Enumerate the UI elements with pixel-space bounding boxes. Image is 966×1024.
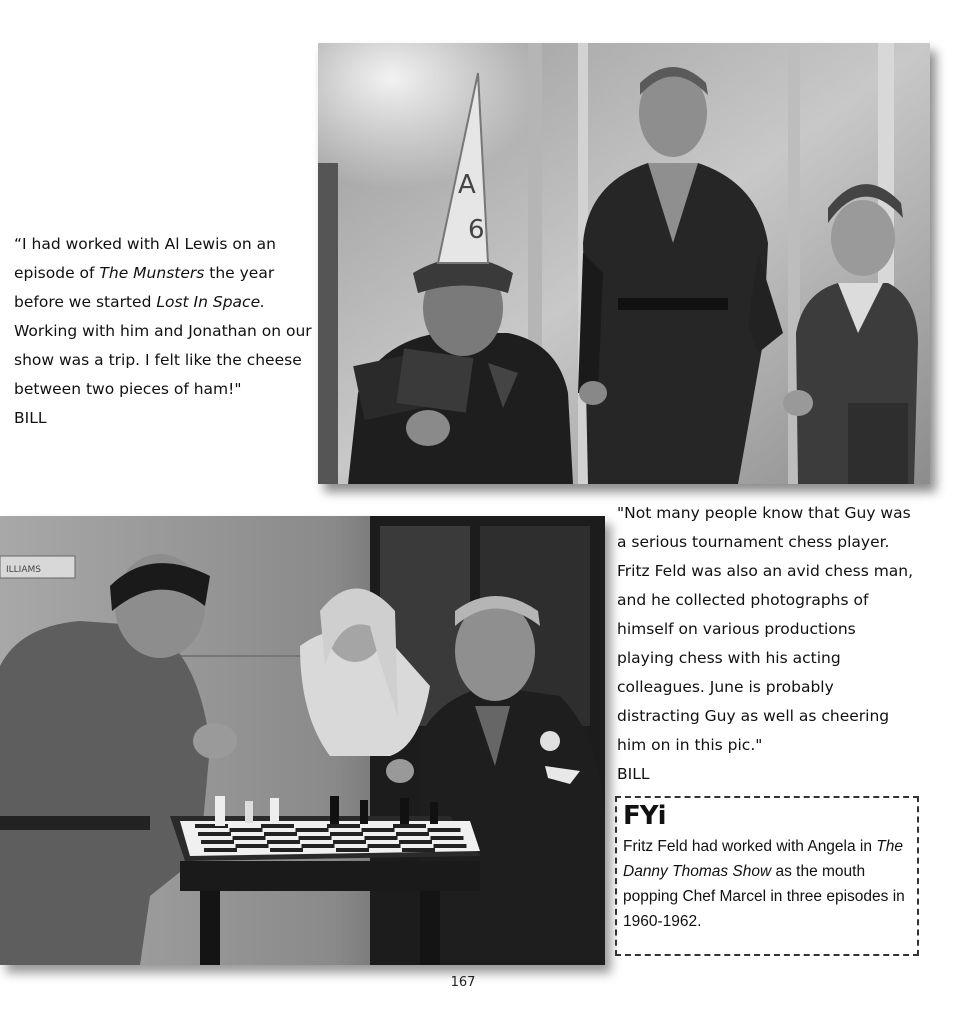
quote-top-part2: the year before we started <box>14 264 275 311</box>
chessboard-square <box>333 840 366 844</box>
chessboard-square <box>393 824 426 828</box>
fyi-title: FYi <box>623 801 666 831</box>
chessboard-square <box>204 848 237 852</box>
quote-top-part3: Working with him and Jonathan on our show was a trip. I felt like the cheese between two pieces of ham!" <box>14 322 312 398</box>
svg-text:A: A <box>458 170 476 200</box>
show-title-lost-in-space: Lost In Space. <box>156 293 266 311</box>
chessboard-square <box>428 828 461 832</box>
bill-quote-top <box>14 230 314 433</box>
chessboard-square <box>270 848 303 852</box>
chessboard-square <box>261 824 294 828</box>
chessboard-square <box>299 836 332 840</box>
chessboard-square <box>198 832 231 836</box>
fyi-text <box>623 834 911 934</box>
sign-text: ILLIAMS <box>6 565 41 575</box>
quote-bottom-text: "Not many people know that Guy was a serious tournament chess player. Fritz Feld was also an avid chess man, and he collected photographs of himself on various productions playing chess with his acting colleagues. June is probably distracting Guy as well as cheering him on in this pic." <box>617 504 914 754</box>
chessboard-square <box>302 844 335 848</box>
chessboard-square <box>327 824 360 828</box>
bottom-photo-image <box>0 516 605 965</box>
fyi-text-part2: as the mouth popping Chef Marcel in three episodes in 1960-1962. <box>623 863 905 930</box>
quote-bottom-attribution: BILL <box>617 765 650 783</box>
chessboard-square <box>431 836 464 840</box>
bottom-photograph <box>0 516 605 965</box>
svg-text:6: 6 <box>468 215 485 245</box>
chessboard-square <box>201 840 234 844</box>
top-photo-image <box>318 43 930 484</box>
fyi-box <box>615 796 919 956</box>
show-title-danny-thomas: The Danny Thomas Show <box>623 838 904 880</box>
page-number: 167 <box>450 975 476 990</box>
chessboard-square <box>267 840 300 844</box>
chessboard-square <box>330 832 363 836</box>
chessboard-square <box>296 828 329 832</box>
chessboard-square <box>236 844 269 848</box>
chessboard-square <box>365 836 398 840</box>
chessboard-square <box>368 844 401 848</box>
chessboard-square <box>336 848 369 852</box>
chessboard-square <box>362 828 395 832</box>
chessboard-square <box>233 836 266 840</box>
bill-quote-bottom <box>617 499 917 789</box>
quote-top-attribution: BILL <box>14 409 47 427</box>
fyi-text-part1: Fritz Feld had worked with Angela in <box>623 838 877 855</box>
chessboard-square <box>402 848 435 852</box>
chessboard-square <box>399 840 432 844</box>
chessboard-square <box>264 832 297 836</box>
show-title-munsters: The Munsters <box>99 264 205 282</box>
chessboard-square <box>434 844 467 848</box>
quote-top-part1: “I had worked with Al Lewis on an episode of <box>14 235 276 282</box>
chessboard-square <box>230 828 263 832</box>
chessboard-square <box>396 832 429 836</box>
top-photograph <box>318 43 930 484</box>
